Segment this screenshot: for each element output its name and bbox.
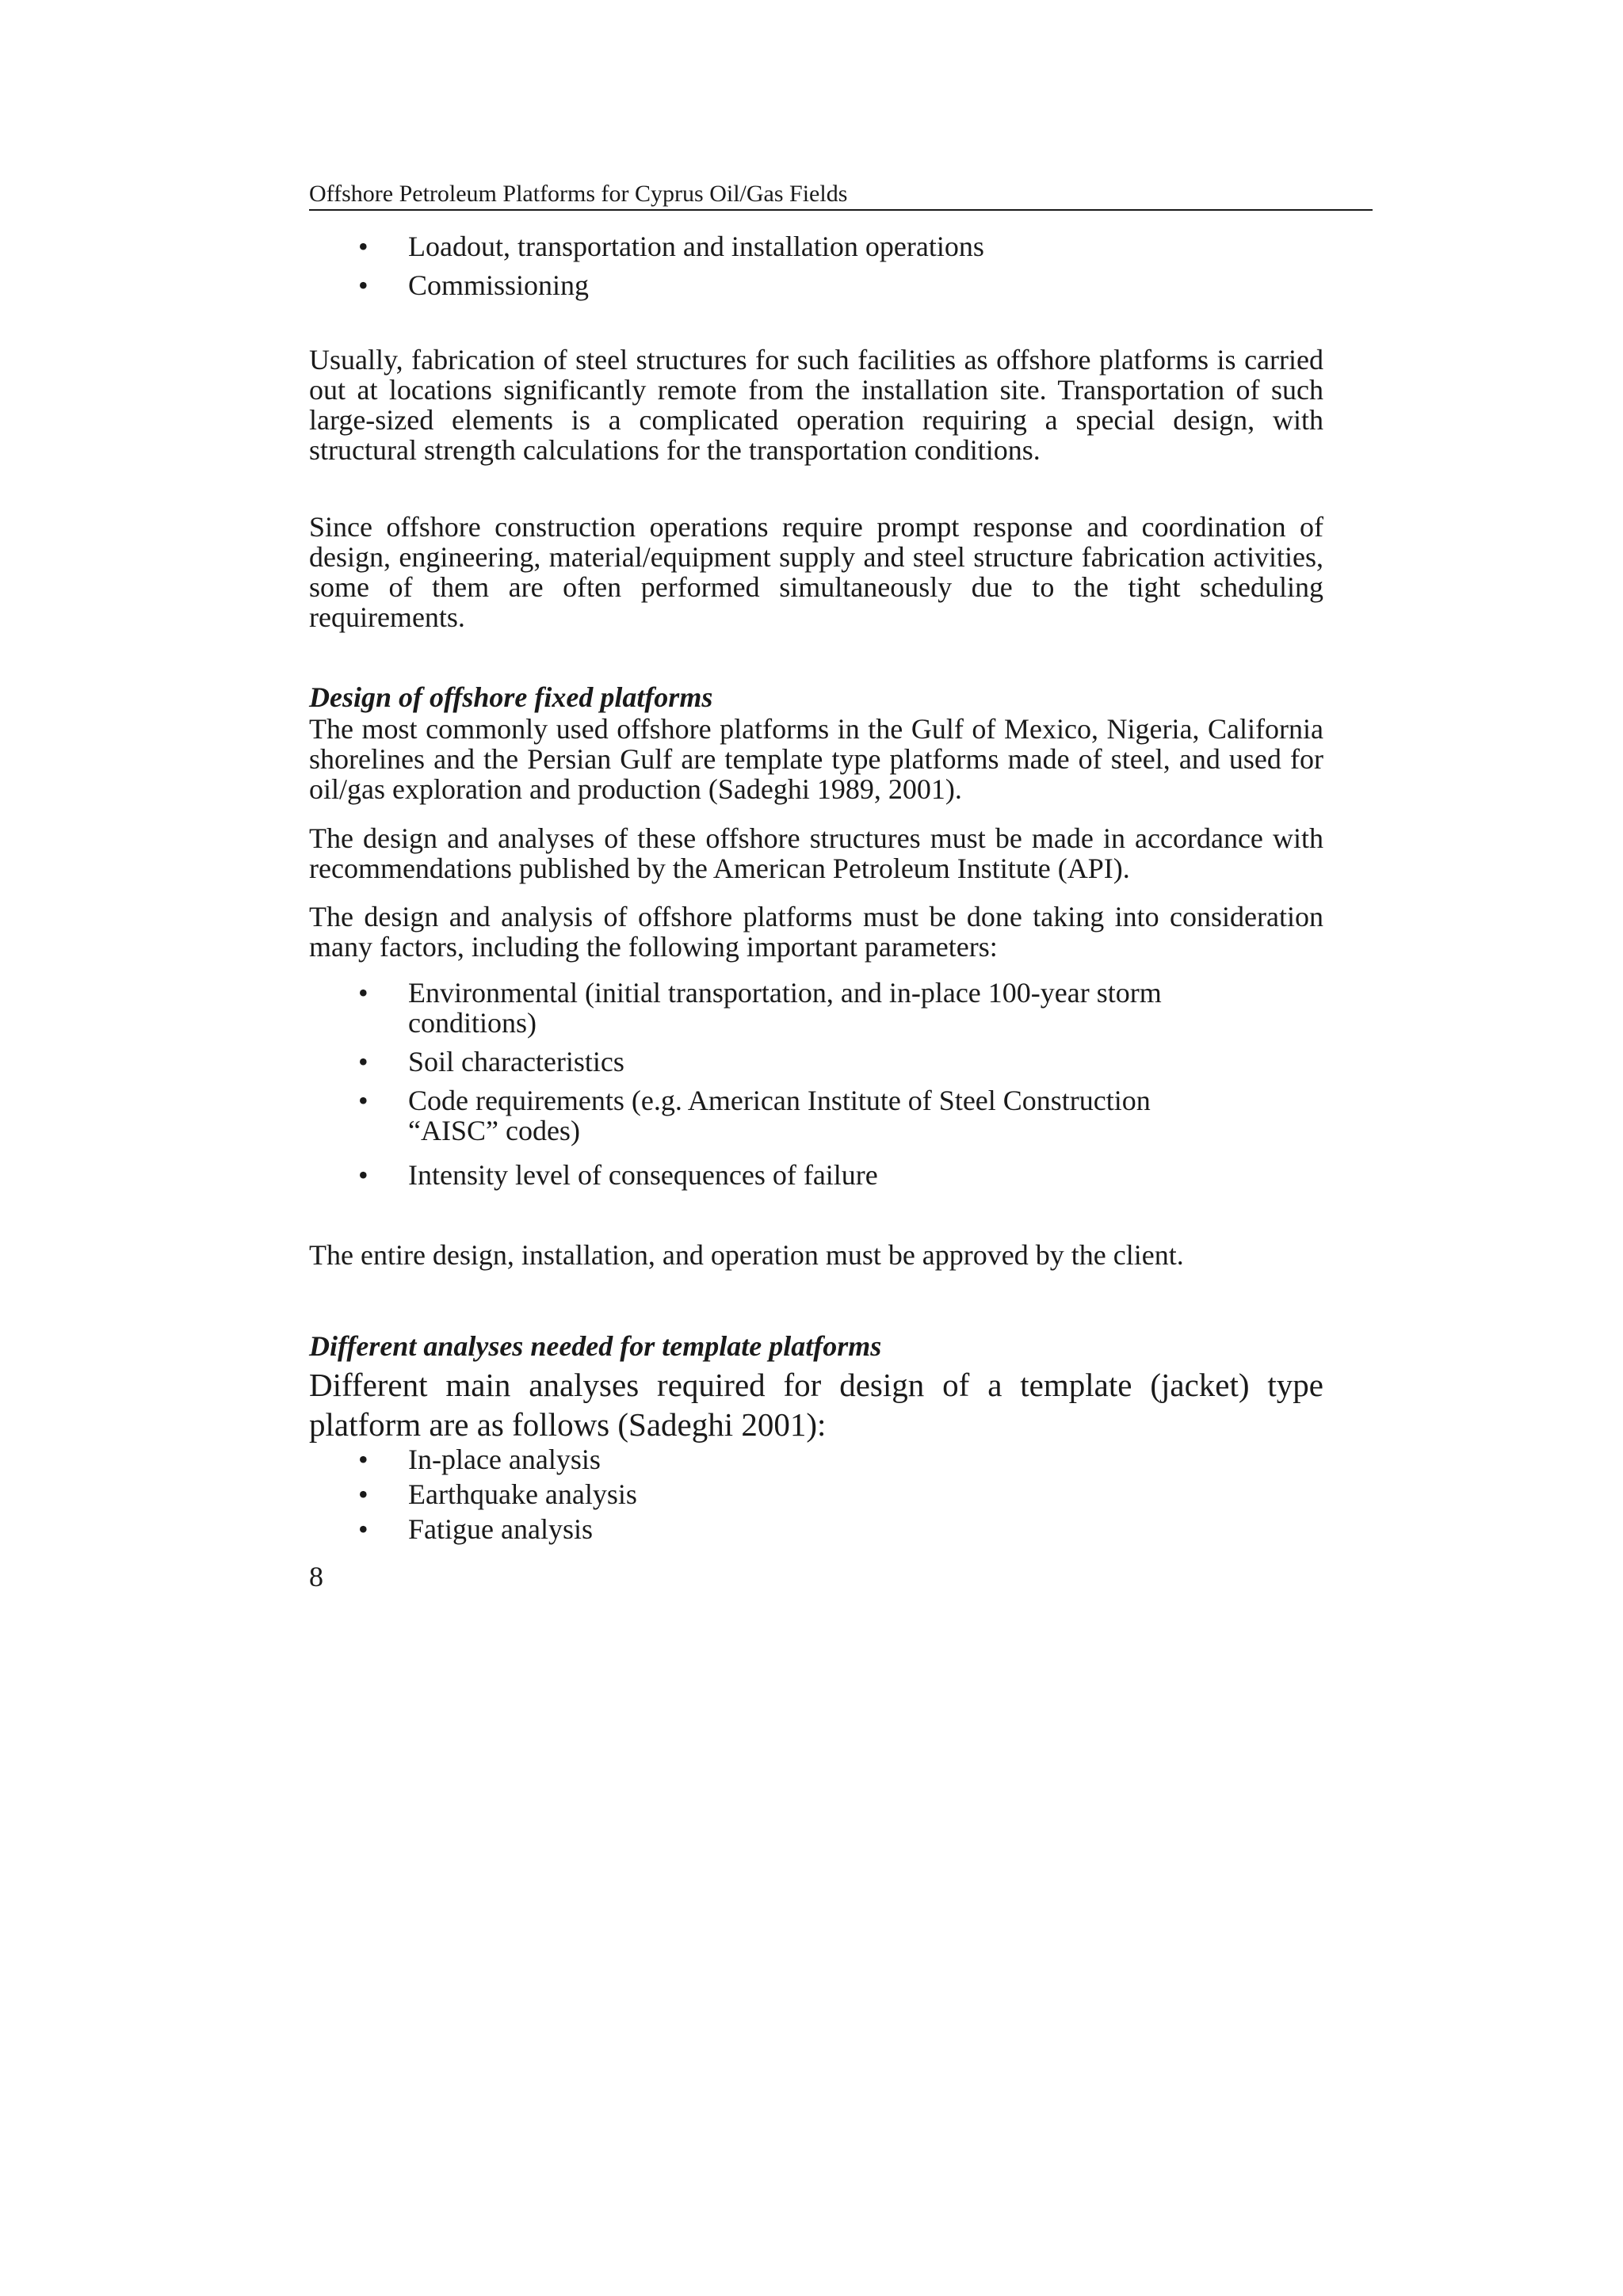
- paragraph: Usually, fabrication of steel structures for such facilities as offshore platforms is carried out at locations significantly remote from the installation site. Transportation of such large-sized elements is a complicated operation requiring a special design, with structural strength calculations for the transportation conditions.: [309, 344, 1323, 466]
- running-header: Offshore Petroleum Platforms for Cyprus Oil/Gas Fields: [309, 180, 1373, 211]
- paragraph: The most commonly used offshore platforms in the Gulf of Mexico, Nigeria, California shorelines and the Persian Gulf are template type platforms made of steel, and used for oil/gas exploration and production (Sadeghi 1989, 2001).: [309, 713, 1323, 805]
- list-item: • Earthquake analysis: [309, 1479, 1244, 1509]
- list-item: • Intensity level of consequences of failure: [309, 1160, 1244, 1190]
- list-item: • Environmental (initial transportation, and in-place 100-year storm conditions): [309, 978, 1244, 1038]
- paragraph: The entire design, installation, and operation must be approved by the client.: [309, 1239, 1184, 1271]
- paragraph: Different main analyses required for design of a template (jacket) type platform are as follows (Sadeghi 2001):: [309, 1367, 1323, 1443]
- page-number: 8: [309, 1561, 323, 1592]
- section-heading: Different analyses needed for template platforms: [309, 1330, 882, 1362]
- list-item: • In-place analysis: [309, 1444, 1244, 1474]
- section-heading: Design of offshore fixed platforms: [309, 681, 713, 713]
- top-bullet-list: [309, 231, 1244, 300]
- design-parameters-list: [309, 978, 1244, 1190]
- list-item: • Code requirements (e.g. American Institute of Steel Construction “AISC” codes): [309, 1085, 1244, 1146]
- paragraph: The design and analysis of offshore platforms must be done taking into consideration many factors, including the following important parameters:: [309, 901, 1323, 963]
- paragraph: The design and analyses of these offshore structures must be made in accordance with recommendations published by the American Petroleum Institute (API).: [309, 822, 1323, 884]
- list-item: • Soil characteristics: [309, 1047, 1244, 1077]
- list-item: • Loadout, transportation and installation operations: [309, 231, 1244, 261]
- paragraph: Since offshore construction operations require prompt response and coordination of design, engineering, material/equipment supply and steel structure fabrication activities, some of them are often performed simultaneously due to the tight scheduling requirements.: [309, 511, 1323, 633]
- document-page: [309, 0, 1323, 2296]
- list-item: • Commissioning: [309, 270, 1244, 300]
- analyses-list: [309, 1444, 1244, 1544]
- list-item: • Fatigue analysis: [309, 1514, 1244, 1544]
